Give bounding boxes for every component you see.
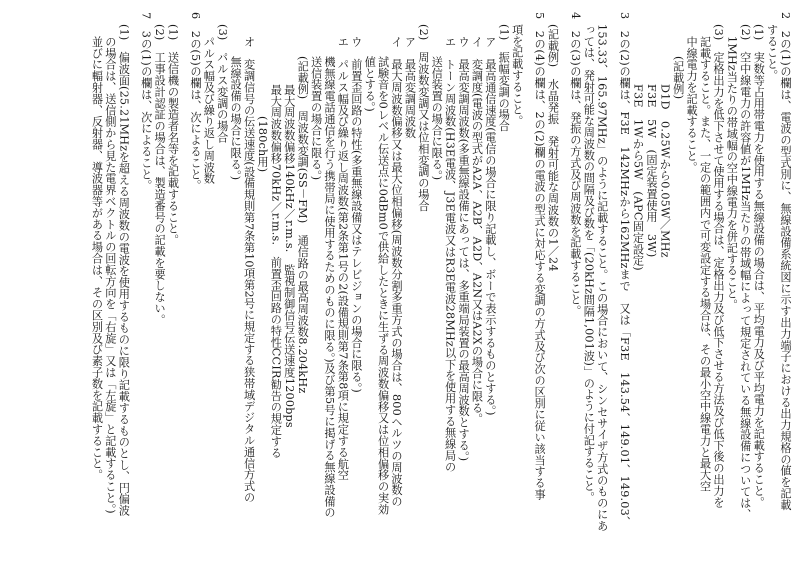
text-line: イ 変調度(電波の型式がA2A、A2B、A2D、A2N又はA2Xの場合に限る。: [470, 36, 484, 425]
text-line: っては、発射可能な周波数の間隔及び数を「(20kHz間隔1,001波)」のように付記すること。: [582, 24, 596, 503]
example-line: F3E 1Wから5W (APC固定設定): [631, 84, 645, 271]
text-line: (2) 工事設計認証の場合は、製造番号の記載を要しない。: [153, 24, 167, 326]
text-line: ア 最高変調周波数: [403, 36, 417, 139]
text-line: 1MHz当たりの帯域幅の空中線電力を併記すること。: [725, 36, 739, 311]
text-line: (1) 振幅変調の場合: [497, 24, 511, 132]
example-line: 最大周波数偏移140kHz／r.m.s. 監視制御信号伝送速度1200bps: [282, 84, 296, 428]
text-line: (3) パルス変調の場合: [215, 24, 229, 144]
example-line: F3E 5W (固定装置使用 3W): [644, 84, 658, 258]
section-heading-5: 5 2の(4)の欄は、2の(2)欄の電波の型式に対応する変調の方式及び次の区別に従い該当する事: [533, 12, 547, 501]
example-line: (記載例) 水晶発振 発射可能な周波数の1／24: [546, 24, 560, 272]
text-line: (2) 空中線電力の許容値が1MHz当たりの帯域幅によって規定されている無線設備については、: [738, 24, 752, 521]
section-heading-4: 4 2の(3)の欄は、発振の方式及び周波数を記載すること。: [568, 12, 582, 317]
text-line: エ パルス幅及び繰り返し周波数(第2条第1号の2(設備規則第7条第8項に規定する航空: [336, 36, 350, 481]
text-line: ウ 最高変調周波数(多重無線設備にあっては、多重端局装置の最高周波数とする。): [457, 36, 471, 462]
text-line: 送信装置の場合に限る。): [430, 56, 444, 181]
section-heading-6: 6 2の(5)の欄は、次によること。: [188, 12, 202, 192]
text-line: (2) 周波数変調又は位相変調の場合: [416, 24, 430, 212]
text-line: (1) 偏波面(25.21MHzを超える周波数の電波を使用するものに限り記載するものとし、円偏波: [117, 24, 131, 517]
text-line: 並びに輻射器、反射器、導波器等がある場合は、その区別及び素子数を記載すること。: [90, 36, 104, 481]
text-line: 無線設備の場合に限る。): [229, 56, 243, 181]
example-line: (180ch用): [255, 116, 269, 173]
text-line: ア 最高通信速度(電信の場合に限り記載し、ボーで表示するものとする。): [483, 36, 497, 416]
vertical-text-body: [4, 12, 792, 560]
text-line: 記載すること。また、一定の範囲内で可変設定する場合は、その最小空中線電力と最大空: [698, 36, 712, 492]
text-line: 送信装置の場合に限る。): [309, 56, 323, 181]
text-line: 153.33、165.97MHz」のように記載すること。この場合において、シンセサイザ方式のものにあ: [595, 24, 609, 532]
text-line: (1) 実数等占用帯電力を使用する無線設備の場合は、平均電力及び平均電力を記載すること。: [752, 24, 766, 508]
text-line: すること。: [765, 24, 779, 81]
text-line: 中線電力を記載すること。: [685, 36, 699, 173]
example-label: (記載例): [671, 56, 685, 100]
text-line: エ トーン周波数(H3E電波、J3E電波又はR3E電波28MHz以下を使用する無線局の: [443, 36, 457, 473]
text-line: の場合は、送信側から見た電界ベクトルの回転方向を「右旋」又は「左旋」と記載すること。): [103, 36, 117, 514]
text-line: ウ 前置歪回路の特性(多重無線設備又はテレビジョンの場合に限る。): [349, 36, 363, 393]
text-line: (3) 定格出力を低下させて使用する場合は、定格出力及び低下させる方法及び低下後の出力を: [711, 24, 725, 508]
text-line: オ 変調信号の伝送速度(設備規則第7条第10項第2号に規定する狭帯域デジタル通信方式の: [242, 36, 256, 504]
text-line: 2 2の(1)の欄は、電波の型式別に、無線設備系統図に示す出力端子における出力規格の値を記載: [779, 12, 792, 511]
text-line: 項を記載すること。: [510, 24, 524, 127]
text-line: パルス幅及び繰り返し周波数: [202, 36, 216, 185]
text-line: 機無線電話通信を行う携帯局に使用するためのものに限る。)及び第5号に掲げる無線設備の: [323, 56, 336, 519]
text-line: (1) 送信機の製造者名等を記載すること。: [166, 24, 180, 246]
text-line: イ 最大周波数偏移又は最大位相偏移(周波数分割多重方式の場合は、800ヘルツの周波数の: [390, 36, 404, 508]
text-line: 試験音を0レベル伝送点に0dBm0で供給したときに生ずる周波数偏移又は位相偏移の実効: [376, 56, 390, 515]
section-heading-7: 7 3の(1)の欄は、次によること。: [139, 12, 153, 192]
example-line: 最大周波数偏移70kHz／r.m.s. 前置歪回路の特性CCIR勧告の規定する: [269, 84, 283, 459]
text-line: 値とする。): [363, 56, 377, 112]
example-line: (記載例) 周波数変調(SS－FM) 通信路の最高周波数8.204kHz: [296, 56, 310, 394]
example-line: D1D 0.25Wから0.05W／MHz: [658, 84, 672, 258]
section-heading-3: 3 2の(2)の欄は、F3E 142MHzから162MHzまで 又は「F3E 143.54、149.01、149.03、: [618, 12, 632, 528]
